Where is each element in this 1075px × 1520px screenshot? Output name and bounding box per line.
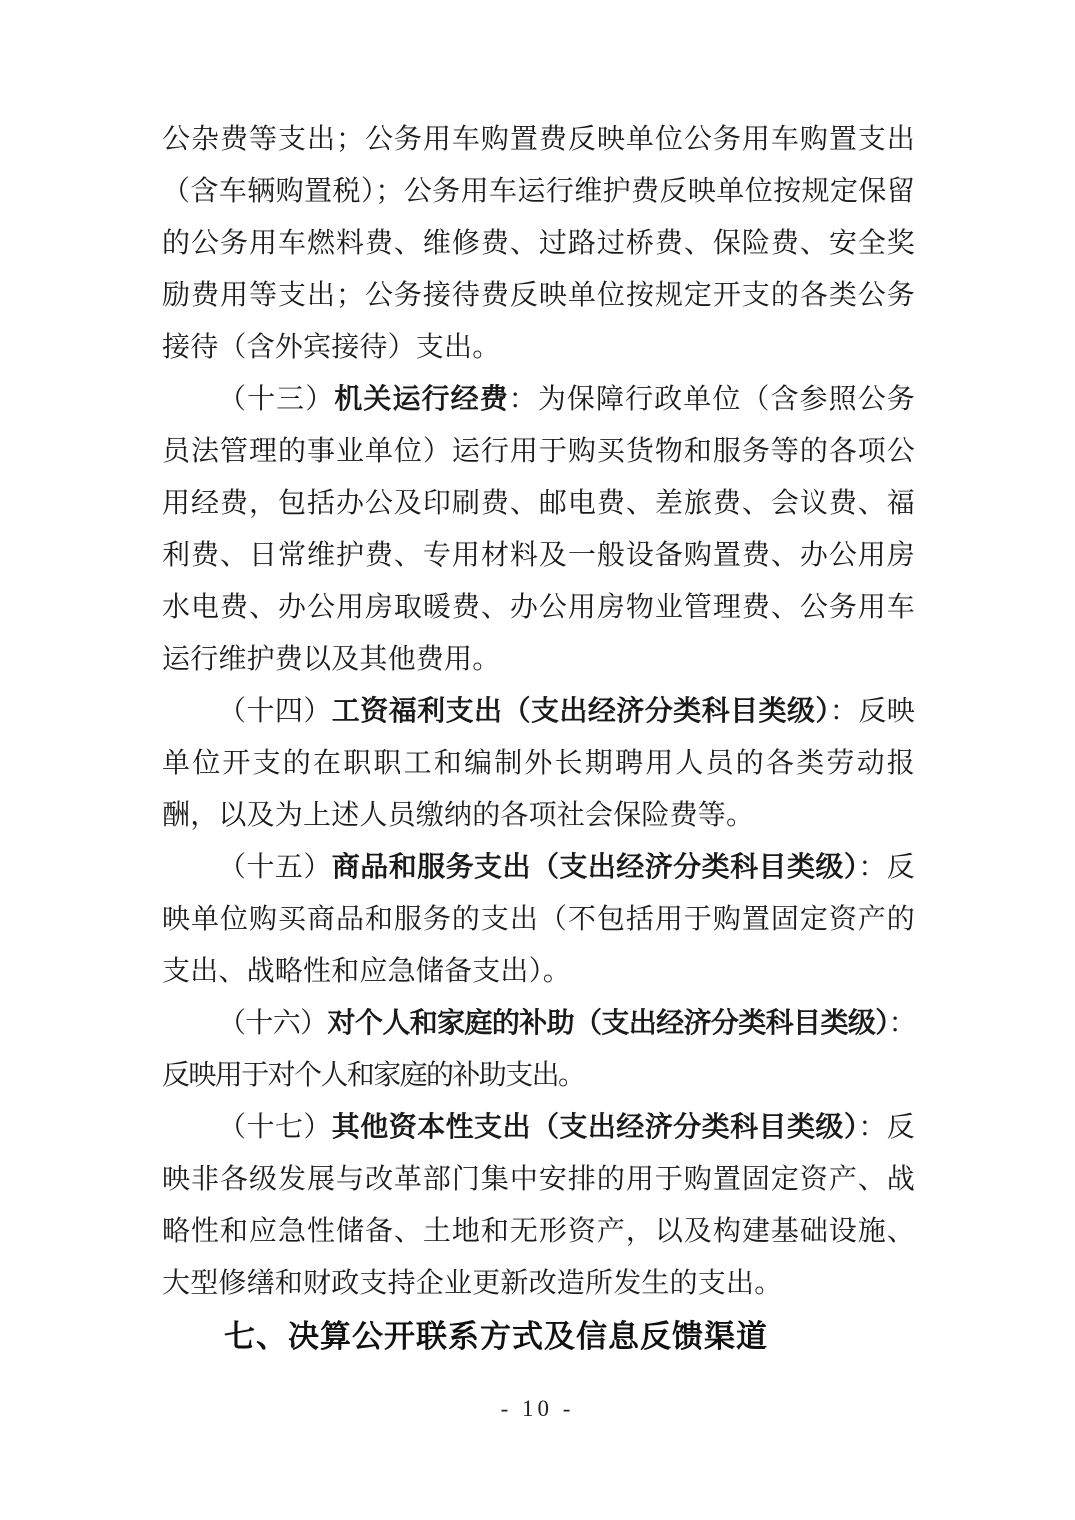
paragraph-text: ：反映用于对个人和家庭的补助支出。	[162, 1008, 916, 1091]
item-term: 其他资本性支出（支出经济分类科目类级）	[331, 1112, 859, 1143]
paragraph-text: ：为保障行政单位（含参照公务员法管理的事业单位）运行用于购买货物和服务等的各项公用经费，包括办公及印刷费、邮电费、差旅费、会议费、福利费、日常维护费、专用材料及一般设备购置费、办公用房水电费、办公用房取暖费、办公用房物业管理费、公务用车运行维护费以及其他费用。	[162, 384, 915, 675]
paragraph-text: ：反映单位购买商品和服务的支出（不包括用于购置固定资产的支出、战略性和应急储备支出）。	[162, 852, 915, 987]
item-term: 机关运行经费	[334, 384, 509, 415]
item-term: 工资福利支出（支出经济分类科目类级）	[331, 696, 830, 727]
item-prefix: （十五）	[218, 852, 332, 883]
paragraph-item-13	[162, 374, 915, 686]
paragraph-item-16	[162, 998, 915, 1102]
paragraph-item-17	[162, 1102, 915, 1310]
section-heading: 七、决算公开联系方式及信息反馈渠道	[224, 1319, 768, 1354]
item-prefix: （十三）	[218, 384, 335, 415]
document-body	[162, 114, 915, 1364]
page-number: - 10 -	[500, 1396, 575, 1421]
paragraph-text: 公杂费等支出；公务用车购置费反映单位公务用车购置支出（含车辆购置税）；公务用车运行维护费反映单位按规定保留的公务用车燃料费、维修费、过路过桥费、保险费、安全奖励费用等支出；公务接待费反映单位按规定开支的各类公务接待（含外宾接待）支出。	[162, 124, 915, 363]
paragraph-text: ：反映单位开支的在职职工和编制外长期聘用人员的各类劳动报酬，以及为上述人员缴纳的各项社会保险费等。	[162, 696, 915, 831]
paragraph-continuation	[162, 114, 915, 374]
paragraph-item-15	[162, 842, 915, 998]
item-prefix: （十七）	[218, 1112, 332, 1143]
paragraph-text: ：反映非各级发展与改革部门集中安排的用于购置固定资产、战略性和应急性储备、土地和无形资产，以及构建基础设施、大型修缮和财政支持企业更新改造所发生的支出。	[162, 1112, 915, 1299]
item-prefix: （十六）	[218, 1008, 328, 1039]
item-prefix: （十四）	[218, 696, 332, 727]
paragraph-item-14	[162, 686, 915, 842]
item-term: 商品和服务支出（支出经济分类科目类级）	[331, 852, 859, 883]
item-term: 对个人和家庭的补助（支出经济分类科目类级）	[327, 1008, 889, 1039]
